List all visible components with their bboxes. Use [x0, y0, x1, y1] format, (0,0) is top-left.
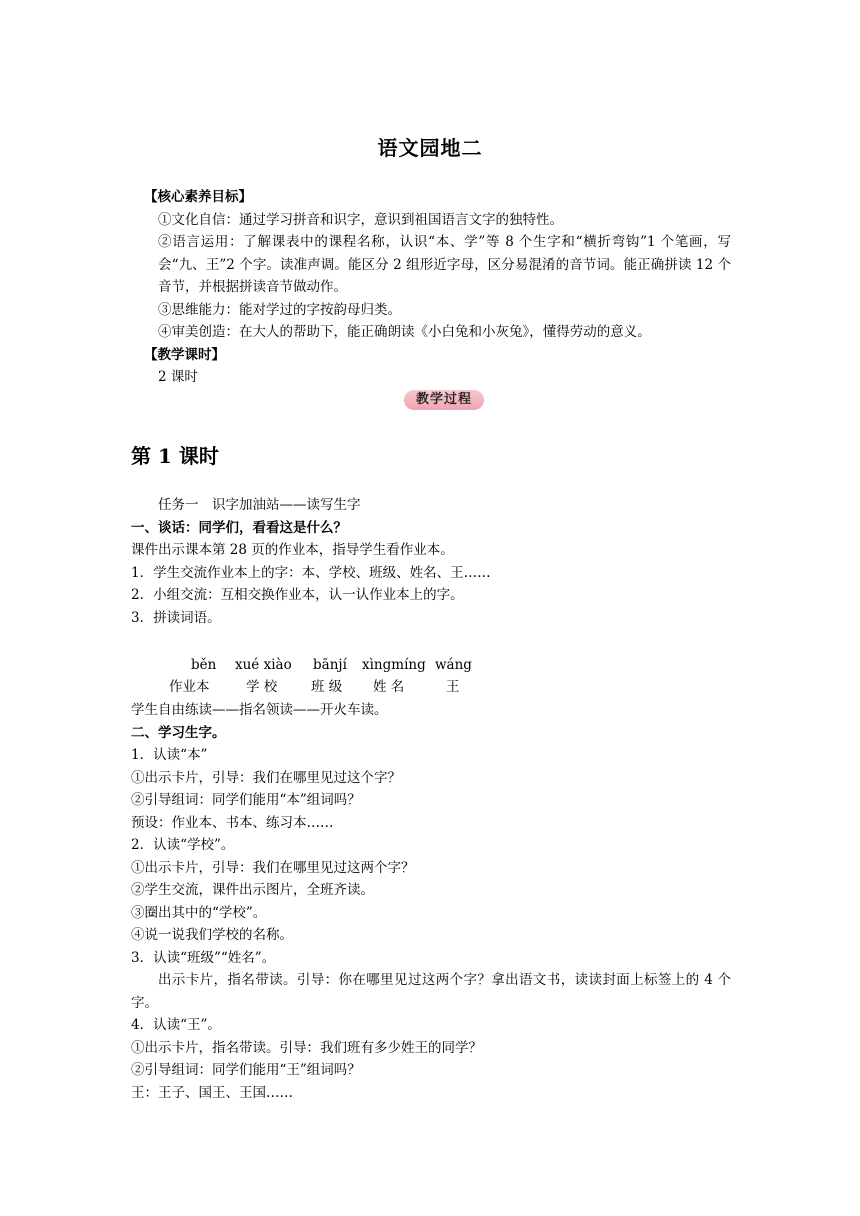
objective-item: ②语言运用：了解课表中的课程名称，认识“本、学”等 8 个生字和“横折弯钩”1 个笔画，写会“九、王”2 个字。读准声调。能区分 2 组形近字母，区分易混淆的音节词。能正确拼读 12 个音节，并根据拼读音节做动作。	[158, 234, 731, 295]
text-paragraph: 出示卡片，指名带读。引导：你在哪里见过这两个字？拿出语文书，读读封面上标签上的 4 个字。	[131, 972, 731, 1011]
objectives-heading: 【核心素养目标】	[144, 189, 252, 205]
pinyin-item: běn	[191, 657, 217, 673]
teaching-process-badge: 教学过程	[404, 390, 484, 410]
objective-item: ④审美创造：在大人的帮助下，能正确朗读《小白兔和小灰兔》，懂得劳动的意义。	[158, 324, 651, 340]
text-line: 3．拼读词语。	[131, 609, 221, 626]
text-line: ④说一说我们学校的名称。	[131, 927, 293, 943]
objective-item: ③思维能力：能对学过的字按韵母归类。	[158, 301, 401, 318]
task-title: 任务一 识字加油站——读写生字	[158, 497, 361, 513]
text-line: ②引导组词：同学们能用“王”组词吗？	[131, 1062, 361, 1078]
text-line: 2．认读“学校”。	[131, 837, 235, 853]
text-line: 学生自由练读——指名领读——开火车读。	[131, 702, 388, 718]
lesson-body	[131, 494, 731, 629]
word-item: 作业本	[169, 679, 210, 695]
text-line: ①出示卡片，指名带读。引导：我们班有多少姓王的同学？	[131, 1039, 482, 1056]
text-line: 王：王子、国王、王国……	[131, 1084, 293, 1101]
period-value: 2 课时	[158, 369, 198, 385]
pinyin-item: xìngmíng	[362, 657, 426, 673]
pinyin-item: bānjí	[313, 657, 347, 673]
section-title: 一、谈话：同学们，看看这是什么？	[131, 519, 347, 536]
text-line: 2．小组交流：互相交换作业本，认一认作业本上的字。	[131, 587, 464, 603]
word-item: 班 级	[311, 679, 343, 695]
section-title: 二、学习生字。	[131, 724, 226, 741]
text-line: 3．认读“班级”“姓名”。	[131, 949, 276, 966]
text-line: 预设：作业本、书本、练习本……	[131, 814, 334, 831]
word-item: 姓 名	[373, 679, 405, 695]
word-item: 王	[446, 679, 460, 695]
pinyin-row	[0, 657, 860, 677]
page-title: 语文园地二	[377, 136, 483, 160]
pinyin-item: xué xiào	[235, 657, 292, 673]
text-line: 课件出示课本第 28 页的作业本，指导学生看作业本。	[131, 542, 454, 558]
text-line: ②学生交流，课件出示图片，全班齐读。	[131, 882, 374, 898]
text-line: ③圈出其中的“学校”。	[131, 904, 267, 921]
word-item: 学 校	[246, 679, 278, 695]
lesson-heading: 第 1 课时	[131, 444, 219, 468]
objective-item: ①文化自信：通过学习拼音和识字，意识到祖国语言文字的独特性。	[158, 211, 563, 228]
word-row	[0, 675, 860, 695]
lesson-body-2	[131, 699, 731, 1104]
text-line: 1．认读“本”	[131, 747, 208, 763]
pinyin-item: wáng	[435, 657, 472, 673]
text-line: ①出示卡片，引导：我们在哪里见过这两个字？	[131, 859, 415, 876]
period-heading: 【教学课时】	[144, 346, 225, 363]
text-line: 1．学生交流作业本上的字：本、学校、班级、姓名、王……	[131, 564, 491, 581]
text-line: 4．认读“王”。	[131, 1017, 221, 1033]
text-line: ②引导组词：同学们能用“本”组词吗？	[131, 792, 361, 808]
text-line: ①出示卡片，引导：我们在哪里见过这个字？	[131, 769, 401, 786]
objectives-section	[131, 186, 731, 389]
